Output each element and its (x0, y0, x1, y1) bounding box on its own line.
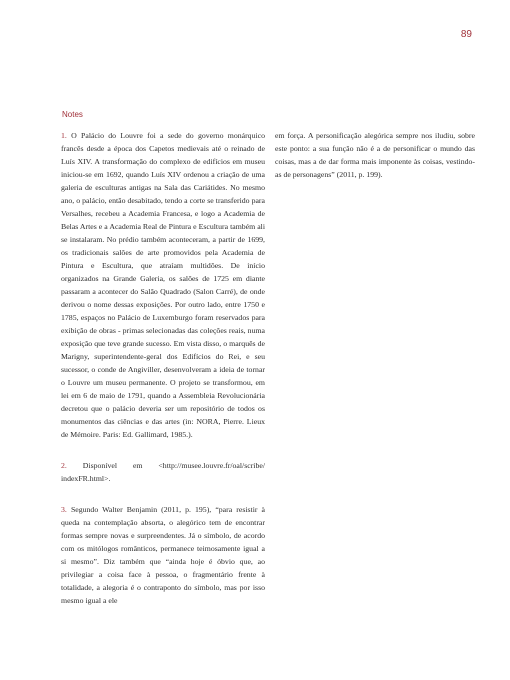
note-text: Segundo Walter Benjamin (2011, p. 195), “para resistir à queda na contemplação absorta, o alegórico tem de encontrar formas sempre novas e surpreendentes. Já o símbolo, de acordo com os mitólogos românticos, permanece teimosamente igual a si mesmo”. Diz também que “ainda hoje é óbvio que, ao privilegiar a coisa face à pessoa, o fragmentário frente à totalidade, a alegoria é o contraponto do símbolo, mas por isso mesmo igual a ele (61, 505, 266, 605)
page-number: 89 (460, 29, 472, 40)
note-number: 2. (61, 461, 67, 470)
note-3-continuation: em força. A personificação alegórica sempre nos iludiu, sobre este ponto: a sua função não é a de personificar o mundo das coisas, mas a de dar forma mais imponente às coisas, vestindo-as de personagens” (2011, p. 199). (275, 131, 475, 179)
section-title: Notes (62, 110, 83, 119)
notes-column-left (61, 129, 265, 625)
note-1 (61, 129, 265, 441)
note-number: 1. (61, 131, 67, 140)
note-number: 3. (61, 505, 67, 514)
note-text: O Palácio do Louvre foi a sede do governo monárquico francês desde a época dos Capetos medievais até o reinado de Luís XIV. A transformação do complexo de edifícios em museu iniciou-se em 1692, quando Luís XIV ordenou a criação de uma galeria de esculturas antigas na Sala das Cariátides. No mesmo ano, o palácio, então desabitado, tendo a corte se transferido para Versalhes, recebeu a Academia Francesa, e logo a Academia de Belas Artes e a Academia Real de Pintura e Escultura também ali se instalaram. No prédio também aconteceram, a partir de 1699, os tradicionais salões de arte promovidos pela Academia de Pintura e Escultura, que atraíam multidões. De início organizados na Grande Galeria, os salões de 1725 em diante passaram a acontecer do Salão Quadrado (Salon Carré), de onde derivou o nome dessas exposições. Por outro lado, entre 1750 e 1785, espaços no Palácio de Luxemburgo foram reservados para exibição de obras - primas selecionadas das coleções reais, numa exposição que teve grande sucesso. Em vista disso, o marquês de Marigny, superintendente-geral dos Edifícios do Rei, e seu sucessor, o conde de Angiviller, desenvolveram a ideia de tornar o Louvre um museu permanente. O projeto se transformou, em lei em 6 de maio de 1791, quando a Assembleia Revolucionária decretou que o palácio deveria ser um repositório de todos os monumentos das ciências e das artes (in: NORA, Pierre. Lieux de Mémoire. Paris: Ed. Gallimard, 1985.). (61, 131, 266, 439)
note-text: Disponível em <http://musee.louvre.fr/oal/scribe/ indexFR.html>. (61, 461, 265, 483)
note-2 (61, 459, 265, 485)
notes-column-right (275, 129, 475, 181)
note-3 (61, 503, 265, 607)
